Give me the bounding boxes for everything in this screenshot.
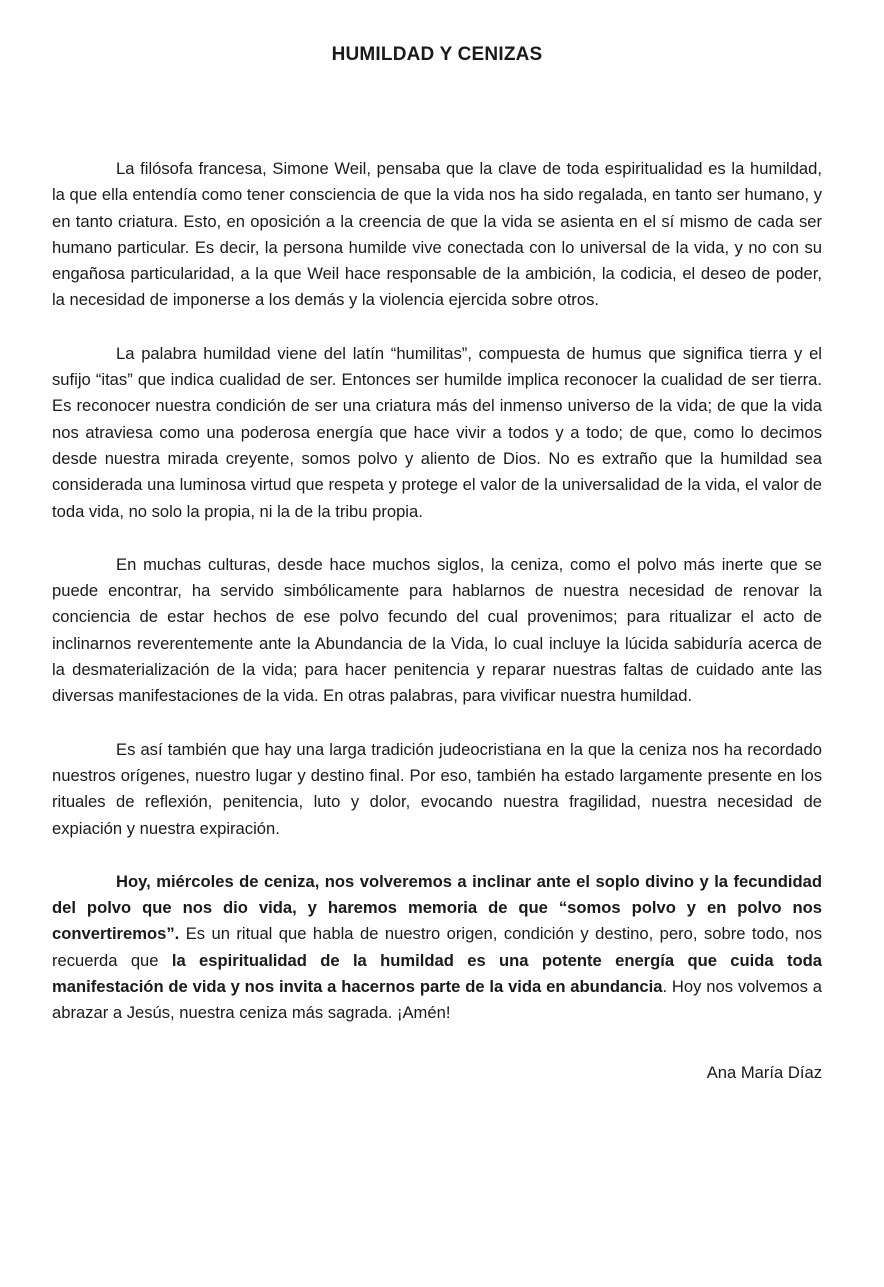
paragraph-2: La palabra humildad viene del latín “humilitas”, compuesta de humus que significa tierra y el sufijo “itas” que indica cualidad de ser. Entonces ser humilde implica reconocer la cualidad de ser tierra. Es reconocer nuestra condición de ser una criatura más del inmenso universo de la vida; de que la vida nos atraviesa como una poderosa energía que hace vivir a todos y a todo; de que, como lo decimos desde nuestra mirada creyente, somos polvo y aliento de Dios. No es extraño que la humildad sea considerada una luminosa virtud que respeta y protege el valor de la universalidad de la vida, el valor de toda vida, no solo la propia, ni la de la tribu propia. bbox=[52, 343, 822, 521]
bold-text-2: la espiritualidad de la humildad es una potente energía que cuida toda manifestación de vida y nos invita a hacernos parte de la vida en abundancia bbox=[52, 950, 822, 997]
bold-text-1: Hoy, miércoles de ceniza, nos volveremos a inclinar ante el soplo divino y la fecundidad del polvo que nos dio vida, y haremos memoria de que “somos polvo y en polvo nos convertiremos”. bbox=[52, 871, 822, 944]
paragraph-1: La filósofa francesa, Simone Weil, pensaba que la clave de toda espiritualidad es la humildad, la que ella entendía como tener consciencia de que la vida nos ha sido regalada, en tanto ser humano, y en tanto criatura. Esto, en oposición a la creencia de que la vida se asienta en el sí mismo de cada ser humano particular. Es decir, la persona humilde vive conectada con lo universal de la vida, y no con su engañosa particularidad, a la que Weil hace responsable de la ambición, la codicia, el deseo de poder, la necesidad de imponerse a los demás y la violencia ejercida sobre otros. bbox=[52, 159, 822, 310]
paragraph-5 bbox=[52, 869, 822, 1027]
paragraph-3: En muchas culturas, desde hace muchos siglos, la ceniza, como el polvo más inerte que se puede encontrar, ha servido simbólicamente para hablarnos de nuestra necesidad de renovar la conciencia de estar hechos de ese polvo fecundo del cual provenimos; para ritualizar el acto de inclinarnos reverentemente ante la Abundancia de la Vida, lo cual incluye la lúcida sabiduría acerca de la desmaterialización de la vida; para hacer penitencia y reparar nuestras faltas de cuidado ante las diversas manifestaciones de la vida. En otras palabras, para vivificar nuestra humildad. bbox=[52, 554, 822, 706]
document-title: HUMILDAD Y CENIZAS bbox=[331, 44, 543, 65]
normal-text-1: Es un ritual que habla de nuestro origen, condición y destino, pero, sobre todo, nos recuerda que bbox=[52, 924, 822, 970]
paragraph-4: Es así también que hay una larga tradición judeocristiana en la que la ceniza nos ha recordado nuestros orígenes, nuestro lugar y destino final. Por eso, también ha estado largamente presente en los rituales de reflexión, penitencia, luto y dolor, evocando nuestra fragilidad, nuestra necesidad de expiación y nuestra expiración. bbox=[52, 739, 822, 838]
normal-text-2: . Hoy nos volvemos a abrazar a Jesús, nuestra ceniza más sagrada. ¡Amén! bbox=[52, 977, 822, 1023]
author-signature: Ana María Díaz bbox=[706, 1062, 822, 1082]
